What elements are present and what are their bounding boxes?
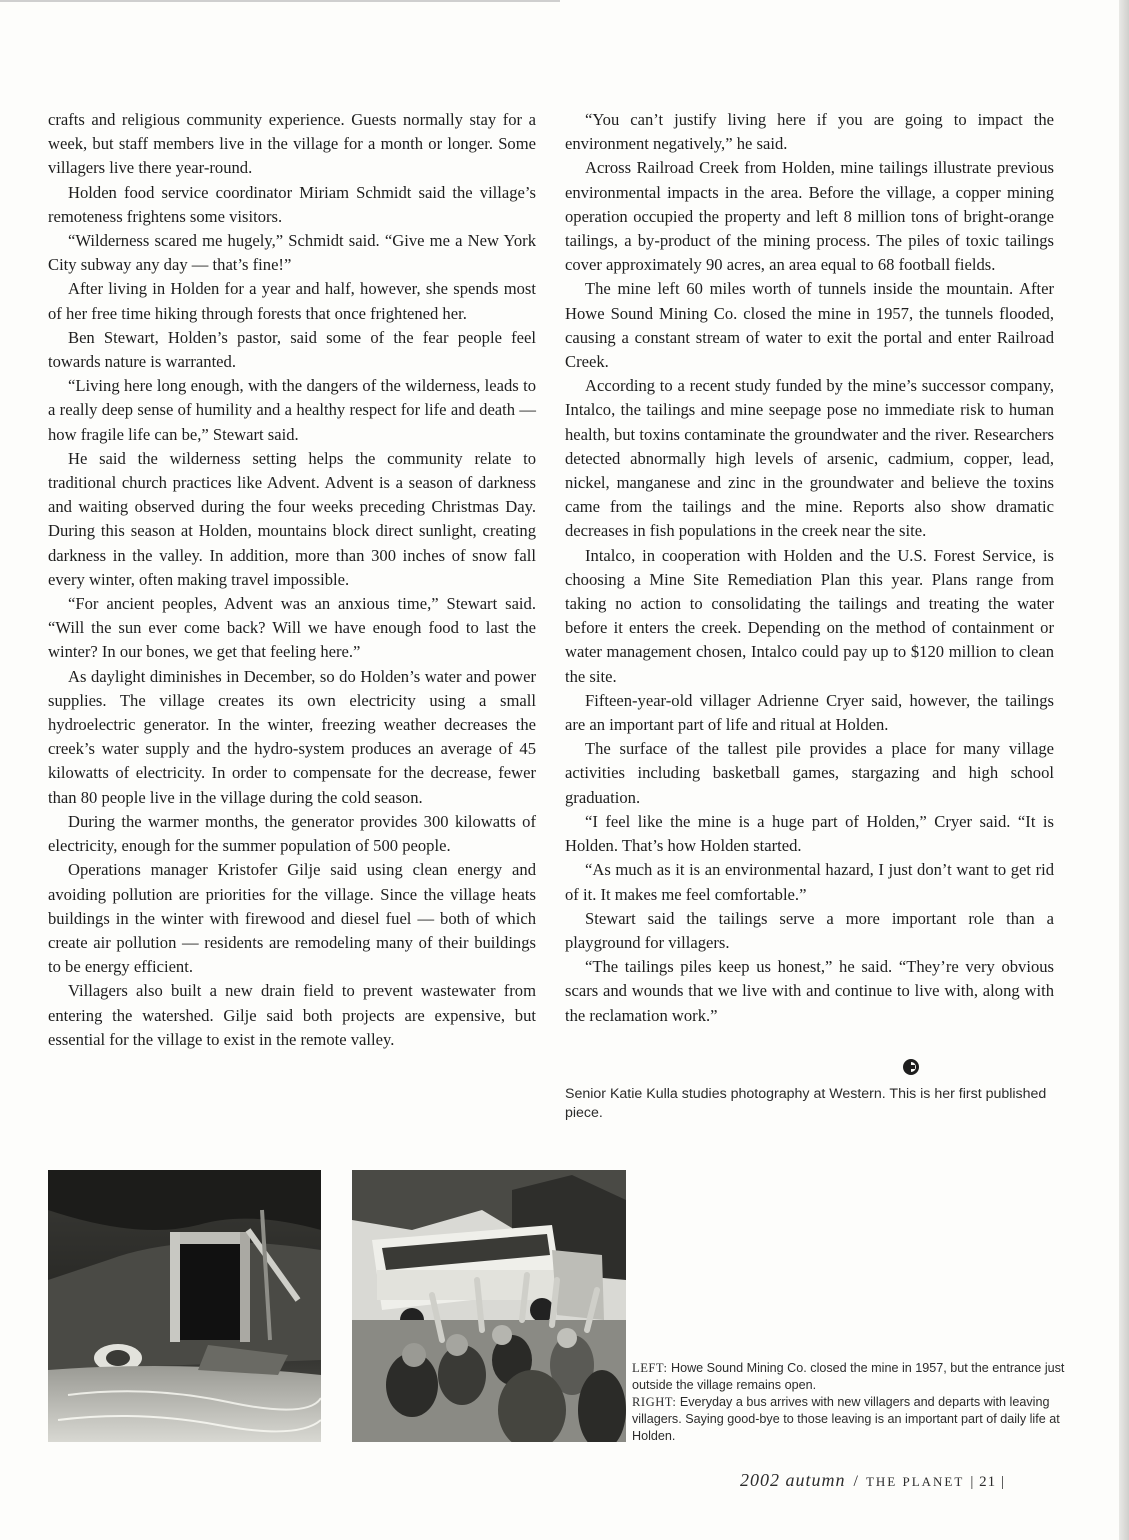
article-column-left <box>48 108 536 1052</box>
mine-entrance-photo <box>48 1170 321 1442</box>
caption-right-label: RIGHT: <box>632 1395 677 1409</box>
paragraph: Across Railroad Creek from Holden, mine tailings illustrate previous environmental impacts in the area. Before the village, a copper mining operation occupied the property and left 8 million tons of bright-orange tailings, a by-product of the mining process. The piles of toxic tailings cover approximately 90 acres, an area equal to 68 football fields. <box>565 158 1054 275</box>
bus-arrival-photo <box>352 1170 626 1442</box>
paragraph: “I feel like the mine is a huge part of Holden,” Cryer said. “It is Holden. That’s how Holden started. <box>565 811 1054 856</box>
paragraph: Ben Stewart, Holden’s pastor, said some of the fear people feel towards nature is warranted. <box>48 327 536 372</box>
top-rule <box>0 0 560 2</box>
issue-season: 2002 autumn <box>740 1470 846 1490</box>
paragraph: “Living here long enough, with the dangers of the wilderness, leads to a really deep sense of humility and a healthy respect for life and death — how fragile life can be,” Stewart said. <box>48 376 536 444</box>
caption-left-label: LEFT: <box>632 1361 668 1375</box>
page-folio <box>740 1470 1060 1500</box>
caption-right-text: Everyday a bus arrives with new villagers and departs with leaving villagers. Saying good-bye to those leaving is an important part of daily life at Holden. <box>632 1395 1060 1443</box>
page-edge-shadow <box>1119 0 1129 1540</box>
article-column-right <box>565 108 1054 1028</box>
photo-caption <box>632 1360 1072 1445</box>
magazine-name: THE PLANET <box>865 1474 965 1489</box>
paragraph: Operations manager Kristofer Gilje said using clean energy and avoiding pollution are priorities for the village. Since the village heats buildings in the winter with firewood and diesel fuel — both of which create air pollution — residents are remodeling many of their buildings to be energy efficient. <box>48 860 536 977</box>
paragraph: “For ancient peoples, Advent was an anxious time,” Stewart said. “Will the sun ever come back? Will we have enough food to last the winter? In our bones, we get that feeling here.” <box>48 594 536 662</box>
caption-right <box>632 1394 1072 1445</box>
folio-separator: / <box>853 1473 858 1490</box>
paragraph: During the warmer months, the generator provides 300 kilowatts of electricity, enough for the summer population of 500 people. <box>48 811 536 856</box>
paragraph: Villagers also built a new drain field to prevent wastewater from entering the watershed. Gilje said both projects are expensive, but essential for the village to exist in the remote valley. <box>48 981 536 1049</box>
paragraph: Stewart said the tailings serve a more important role than a playground for villagers. <box>565 908 1054 952</box>
paragraph: Fifteen-year-old villager Adrienne Cryer said, however, the tailings are an important part of life and ritual at Holden. <box>565 690 1054 735</box>
paragraph: After living in Holden for a year and half, however, she spends most of her free time hiking through forests that once frightened her. <box>48 279 536 323</box>
paragraph: The mine left 60 miles worth of tunnels inside the mountain. After Howe Sound Mining Co. closed the mine in 1957, the tunnels flooded, causing a constant stream of water to exit the portal and enter Railroad Creek. <box>565 279 1054 372</box>
paragraph: “The tailings piles keep us honest,” he said. “They’re very obvious scars and wounds that we live with and continue to live with, along with the reclamation work.” <box>565 957 1054 1025</box>
bus-arrival-illustration <box>352 1170 626 1442</box>
paragraph: “Wilderness scared me hugely,” Schmidt said. “Give me a New York City subway any day — that’s fine!” <box>48 231 536 275</box>
paragraph: As daylight diminishes in December, so do Holden’s water and power supplies. The village creates its own electricity using a small hydroelectric generator. In the winter, freezing weather decreases the creek’s water supply and the hydro-system produces an average of 45 kilowatts of electricity. In order to compensate for the decrease, fewer than 80 people live in the village during the cold season. <box>48 666 536 807</box>
caption-left-text: Howe Sound Mining Co. closed the mine in 1957, but the entrance just outside the village remains open. <box>632 1361 1065 1392</box>
planet-logo-icon <box>902 1058 920 1076</box>
mine-entrance-illustration <box>48 1170 321 1442</box>
author-bio: Senior Katie Kulla studies photography at Western. This is her first published piece. <box>565 1086 1047 1121</box>
caption-left <box>632 1360 1072 1394</box>
paragraph: According to a recent study funded by the mine’s successor company, Intalco, the tailings and mine seepage pose no immediate risk to human health, but toxins contaminate the groundwater and the river. Researchers detected abnormally high levels of arsenic, cadmium, copper, lead, nickel, manganese and zinc in the groundwater and believe the toxins came from the tailings and the mine. Reports also show dramatic decreases in fish populations in the creek near the site. <box>565 376 1054 541</box>
page-number: | 21 | <box>970 1474 1005 1490</box>
paragraph: The surface of the tallest pile provides a place for many village activities including basketball games, stargazing and high school graduation. <box>565 739 1054 807</box>
paragraph: Holden food service coordinator Miriam Schmidt said the village’s remoteness frightens some visitors. <box>48 182 536 226</box>
paragraph: “You can’t justify living here if you are going to impact the environment negatively,” he said. <box>565 110 1054 154</box>
paragraph: “As much as it is an environmental hazard, I just don’t want to get rid of it. It makes me feel comfortable.” <box>565 860 1054 904</box>
paragraph: He said the wilderness setting helps the community relate to traditional church practices like Advent. Advent is a season of darkness and waiting observed during the four weeks preceding Christmas Day. During this season at Holden, mountains block direct sunlight, creating darkness in the valley. In addition, more than 300 inches of snow fall every winter, often making travel impossible. <box>48 448 536 589</box>
paragraph: crafts and religious community experience. Guests normally stay for a week, but staff members live in the village for a month or longer. Some villagers live there year-round. <box>48 110 536 178</box>
paragraph: Intalco, in cooperation with Holden and the U.S. Forest Service, is choosing a Mine Site Remediation Plan this year. Plans range from taking no action to consolidating the tailings and treating the water before it enters the creek. Depending on the method of containment or water management chosen, Intalco could pay up to $120 million to clean the site. <box>565 545 1054 686</box>
